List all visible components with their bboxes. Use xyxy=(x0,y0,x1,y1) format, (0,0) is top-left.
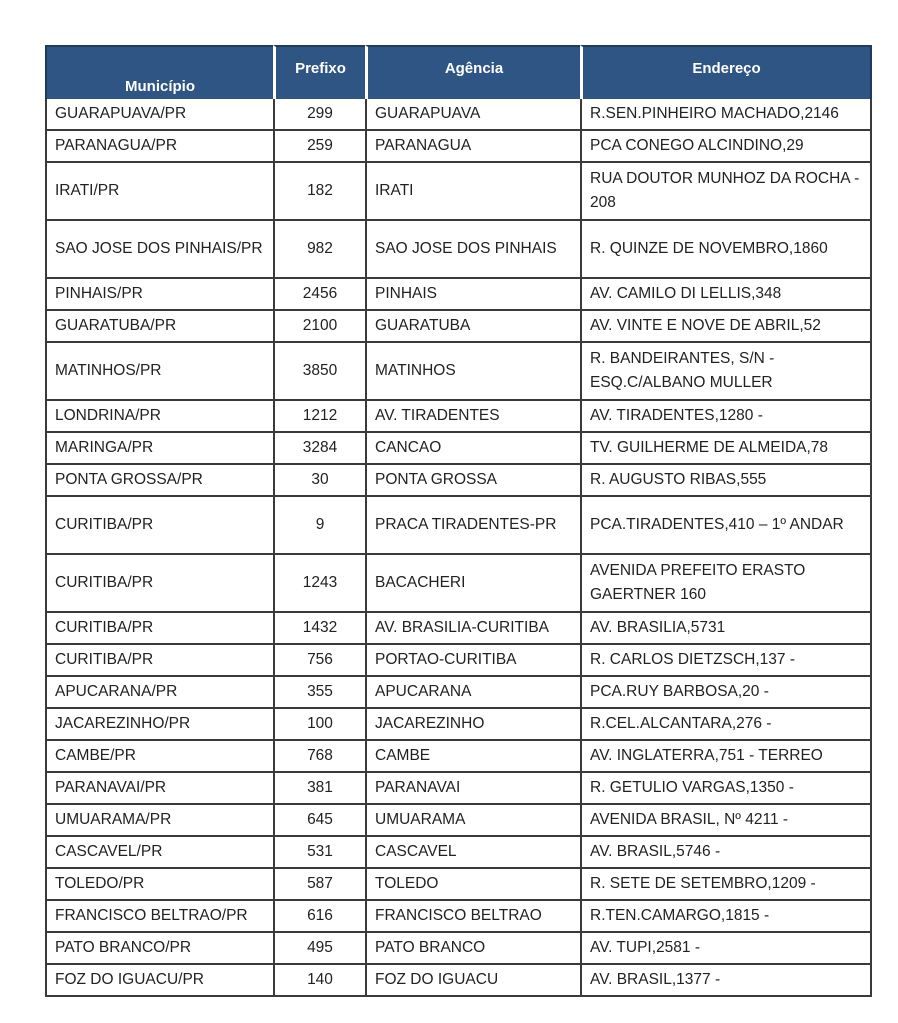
table-row xyxy=(45,805,872,837)
cell-endereco: AVENIDA PREFEITO ERASTO GAERTNER 160 xyxy=(580,555,872,613)
cell-endereco: RUA DOUTOR MUNHOZ DA ROCHA - 208 xyxy=(580,163,872,221)
cell-endereco: AV. BRASIL,1377 - xyxy=(580,965,872,997)
cell-agencia: PINHAIS xyxy=(365,279,580,311)
cell-municipio: CURITIBA/PR xyxy=(45,555,273,613)
cell-agencia: PATO BRANCO xyxy=(365,933,580,965)
cell-endereco: AV. TUPI,2581 - xyxy=(580,933,872,965)
cell-agencia: PRACA TIRADENTES-PR xyxy=(365,497,580,555)
cell-agencia: PONTA GROSSA xyxy=(365,465,580,497)
table-row xyxy=(45,677,872,709)
table-row xyxy=(45,163,872,221)
cell-endereco: AV. CAMILO DI LELLIS,348 xyxy=(580,279,872,311)
cell-prefixo: 645 xyxy=(273,805,365,837)
cell-municipio: JACAREZINHO/PR xyxy=(45,709,273,741)
cell-endereco: R. AUGUSTO RIBAS,555 xyxy=(580,465,872,497)
cell-agencia: CANCAO xyxy=(365,433,580,465)
cell-municipio: GUARAPUAVA/PR xyxy=(45,99,273,131)
cell-municipio: CURITIBA/PR xyxy=(45,497,273,555)
cell-prefixo: 756 xyxy=(273,645,365,677)
cell-endereco: R. CARLOS DIETZSCH,137 - xyxy=(580,645,872,677)
cell-agencia: FOZ DO IGUACU xyxy=(365,965,580,997)
header-endereco: Endereço xyxy=(580,45,872,99)
cell-municipio: CAMBE/PR xyxy=(45,741,273,773)
cell-prefixo: 30 xyxy=(273,465,365,497)
cell-endereco: PCA.TIRADENTES,410 – 1º ANDAR xyxy=(580,497,872,555)
cell-agencia: IRATI xyxy=(365,163,580,221)
cell-endereco: TV. GUILHERME DE ALMEIDA,78 xyxy=(580,433,872,465)
header-prefixo: Prefixo xyxy=(273,45,365,99)
cell-municipio: PARANAGUA/PR xyxy=(45,131,273,163)
table-row xyxy=(45,901,872,933)
table-header-row xyxy=(45,45,872,99)
table-row xyxy=(45,131,872,163)
cell-agencia: FRANCISCO BELTRAO xyxy=(365,901,580,933)
table-row xyxy=(45,965,872,997)
cell-endereco: PCA.RUY BARBOSA,20 - xyxy=(580,677,872,709)
cell-endereco: R. SETE DE SETEMBRO,1209 - xyxy=(580,869,872,901)
cell-endereco: R. GETULIO VARGAS,1350 - xyxy=(580,773,872,805)
cell-prefixo: 100 xyxy=(273,709,365,741)
table-row xyxy=(45,773,872,805)
table-row xyxy=(45,311,872,343)
cell-municipio: GUARATUBA/PR xyxy=(45,311,273,343)
cell-agencia: PARANAGUA xyxy=(365,131,580,163)
table-row xyxy=(45,497,872,555)
cell-endereco: AV. INGLATERRA,751 - TERREO xyxy=(580,741,872,773)
table-row xyxy=(45,741,872,773)
cell-agencia: UMUARAMA xyxy=(365,805,580,837)
cell-municipio: SAO JOSE DOS PINHAIS/PR xyxy=(45,221,273,279)
agency-table xyxy=(45,45,872,997)
cell-endereco: R.TEN.CAMARGO,1815 - xyxy=(580,901,872,933)
table-row xyxy=(45,465,872,497)
cell-prefixo: 259 xyxy=(273,131,365,163)
table-row xyxy=(45,99,872,131)
cell-agencia: PARANAVAI xyxy=(365,773,580,805)
table-row xyxy=(45,343,872,401)
cell-municipio: LONDRINA/PR xyxy=(45,401,273,433)
cell-prefixo: 355 xyxy=(273,677,365,709)
cell-prefixo: 381 xyxy=(273,773,365,805)
cell-municipio: PATO BRANCO/PR xyxy=(45,933,273,965)
cell-endereco: AV. BRASILIA,5731 xyxy=(580,613,872,645)
table-row xyxy=(45,555,872,613)
cell-agencia: MATINHOS xyxy=(365,343,580,401)
cell-prefixo: 2100 xyxy=(273,311,365,343)
cell-municipio: APUCARANA/PR xyxy=(45,677,273,709)
cell-prefixo: 531 xyxy=(273,837,365,869)
cell-prefixo: 3850 xyxy=(273,343,365,401)
cell-municipio: PINHAIS/PR xyxy=(45,279,273,311)
cell-prefixo: 587 xyxy=(273,869,365,901)
cell-agencia: PORTAO-CURITIBA xyxy=(365,645,580,677)
table-body xyxy=(45,99,872,997)
cell-prefixo: 140 xyxy=(273,965,365,997)
table-row xyxy=(45,613,872,645)
cell-municipio: UMUARAMA/PR xyxy=(45,805,273,837)
cell-agencia: CAMBE xyxy=(365,741,580,773)
cell-agencia: SAO JOSE DOS PINHAIS xyxy=(365,221,580,279)
cell-endereco: R. BANDEIRANTES, S/N - ESQ.C/ALBANO MULLER xyxy=(580,343,872,401)
cell-agencia: APUCARANA xyxy=(365,677,580,709)
cell-endereco: PCA CONEGO ALCINDINO,29 xyxy=(580,131,872,163)
cell-prefixo: 982 xyxy=(273,221,365,279)
table-row xyxy=(45,221,872,279)
cell-municipio: CASCAVEL/PR xyxy=(45,837,273,869)
cell-municipio: CURITIBA/PR xyxy=(45,613,273,645)
cell-municipio: MATINHOS/PR xyxy=(45,343,273,401)
header-agencia: Agência xyxy=(365,45,580,99)
cell-agencia: GUARATUBA xyxy=(365,311,580,343)
cell-endereco: R. QUINZE DE NOVEMBRO,1860 xyxy=(580,221,872,279)
cell-municipio: FRANCISCO BELTRAO/PR xyxy=(45,901,273,933)
cell-prefixo: 1432 xyxy=(273,613,365,645)
cell-endereco: R.CEL.ALCANTARA,276 - xyxy=(580,709,872,741)
cell-endereco: AV. BRASIL,5746 - xyxy=(580,837,872,869)
cell-municipio: CURITIBA/PR xyxy=(45,645,273,677)
cell-prefixo: 768 xyxy=(273,741,365,773)
table-row xyxy=(45,869,872,901)
table-row xyxy=(45,279,872,311)
cell-endereco: AVENIDA BRASIL, Nº 4211 - xyxy=(580,805,872,837)
table-row xyxy=(45,401,872,433)
table-row xyxy=(45,433,872,465)
cell-municipio: PARANAVAI/PR xyxy=(45,773,273,805)
cell-prefixo: 182 xyxy=(273,163,365,221)
header-municipio: Município xyxy=(45,45,273,99)
cell-prefixo: 2456 xyxy=(273,279,365,311)
cell-agencia: GUARAPUAVA xyxy=(365,99,580,131)
cell-municipio: PONTA GROSSA/PR xyxy=(45,465,273,497)
cell-agencia: AV. BRASILIA-CURITIBA xyxy=(365,613,580,645)
cell-municipio: TOLEDO/PR xyxy=(45,869,273,901)
cell-municipio: MARINGA/PR xyxy=(45,433,273,465)
cell-municipio: FOZ DO IGUACU/PR xyxy=(45,965,273,997)
cell-prefixo: 495 xyxy=(273,933,365,965)
cell-agencia: CASCAVEL xyxy=(365,837,580,869)
agency-table-container xyxy=(45,45,872,997)
cell-prefixo: 616 xyxy=(273,901,365,933)
cell-endereco: R.SEN.PINHEIRO MACHADO,2146 xyxy=(580,99,872,131)
cell-prefixo: 9 xyxy=(273,497,365,555)
cell-prefixo: 1243 xyxy=(273,555,365,613)
cell-prefixo: 299 xyxy=(273,99,365,131)
table-row xyxy=(45,709,872,741)
cell-agencia: AV. TIRADENTES xyxy=(365,401,580,433)
cell-endereco: AV. TIRADENTES,1280 - xyxy=(580,401,872,433)
cell-endereco: AV. VINTE E NOVE DE ABRIL,52 xyxy=(580,311,872,343)
table-row xyxy=(45,645,872,677)
cell-municipio: IRATI/PR xyxy=(45,163,273,221)
cell-prefixo: 3284 xyxy=(273,433,365,465)
cell-agencia: TOLEDO xyxy=(365,869,580,901)
table-row xyxy=(45,933,872,965)
table-row xyxy=(45,837,872,869)
cell-prefixo: 1212 xyxy=(273,401,365,433)
cell-agencia: JACAREZINHO xyxy=(365,709,580,741)
cell-agencia: BACACHERI xyxy=(365,555,580,613)
